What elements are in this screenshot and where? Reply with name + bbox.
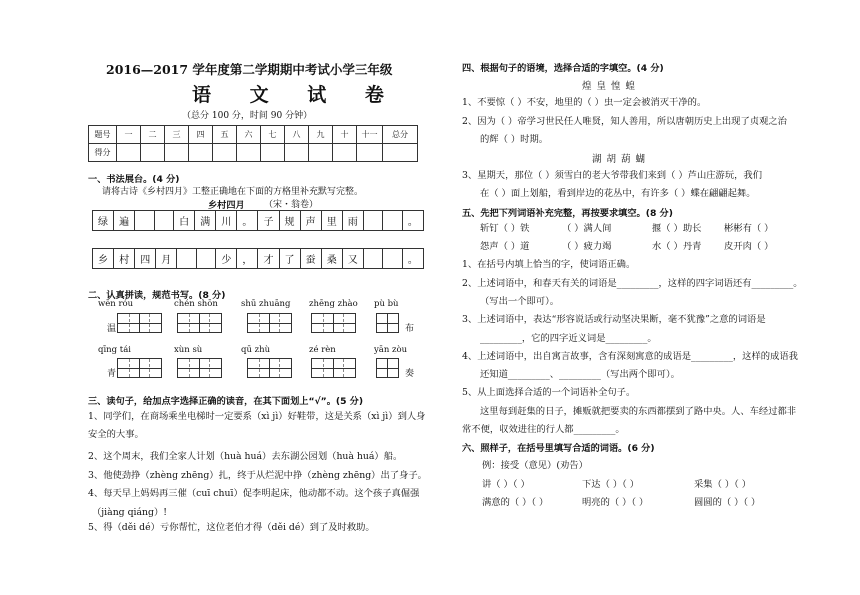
section5-line: （写出一个即可）。 (480, 296, 560, 307)
idiom-word: 水（ ）丹青 (652, 241, 702, 252)
poem-char-cell: 绿 (93, 211, 114, 231)
idiom-word: （ ）满人间 (562, 223, 612, 234)
score-cell (165, 144, 189, 162)
score-header-cell: 一 (117, 126, 141, 144)
section2-heading: 二、认真拼读，规范书写。(8 分) (88, 290, 226, 301)
fill-item: 圆圆的（ ）（ ） (694, 497, 761, 508)
section1-instruction: 请将古诗《乡村四月》工整正确地在下面的方格里补充默写完整。 (102, 187, 364, 197)
poem-title: 乡村四月 (208, 200, 245, 211)
poem-blank-cell (363, 249, 382, 269)
writing-grid (247, 358, 292, 378)
section3-line: 1、同学们，在商场乘坐电梯时一定要系（xì jì）好鞋带，这是关系（xì jì）到人身 (88, 411, 426, 422)
poem-char-cell: ， (237, 249, 258, 269)
section6-heading: 六、照样子，在括号里填写合适的词语。(6 分) (462, 443, 655, 454)
section3-line: 2、这个周末，我们全家人计划（huà huá）去东湖公园划（huà huá）船。 (88, 451, 403, 462)
pinyin-label: pù bù (374, 299, 399, 309)
grid-guide (259, 314, 281, 332)
writing-grid (117, 358, 162, 378)
poem-char-cell: 里 (321, 211, 342, 231)
score-header-cell: 八 (285, 126, 309, 144)
section3-heading: 三、读句子，给加点字选择正确的读音，在其下面划上“√”。(5 分) (88, 396, 364, 407)
poem-blank-cell (154, 211, 173, 231)
poem-grid-row2 (92, 248, 424, 269)
idiom-word: （ ）疲力竭 (562, 241, 612, 252)
poem-char-cell: 遍 (114, 211, 135, 231)
section5-heading: 五、先把下列词语补充完整，再按要求填空。(8 分) (462, 208, 673, 219)
fill-item: 下达（ ）（ ） (582, 479, 640, 490)
score-cell (189, 144, 213, 162)
grid-guide (129, 359, 151, 377)
section1-heading: 一、书法展台。(4 分) (88, 174, 180, 185)
pinyin-label: chén shōn (174, 299, 218, 309)
poem-char-cell: 桑 (321, 249, 342, 269)
score-header-cell: 二 (141, 126, 165, 144)
score-cell (383, 144, 418, 162)
section4-line: 2、因为（ ）帝学习世民任人唯贤，知人善用，所以唐朝历史上出现了贞观之治 (462, 116, 787, 127)
score-header-cell: 总分 (383, 126, 418, 144)
poem-char-cell: 子 (258, 211, 279, 231)
poem-char-cell: 满 (195, 211, 216, 231)
poem-char-cell: 少 (216, 249, 237, 269)
section5-line: 5、从上面选择合适的一个词语补全句子。 (462, 387, 636, 398)
poem-author: （宋・翁卷） (264, 200, 319, 210)
pinyin-label: qīng tái (98, 345, 131, 355)
section3-line: 3、他使劲挣（zhèng zhēng）扎，终于从烂泥中挣（zhèng zhēng）出了身子。 (88, 470, 427, 481)
idiom-word: 彬彬有（ ） (724, 223, 774, 234)
poem-blank-cell (383, 211, 402, 231)
score-header-cell: 十一 (357, 126, 383, 144)
section4-line: 的辉（ ）时期。 (480, 134, 549, 145)
exam-subtitle: （总分 100 分，时间 90 分钟） (182, 111, 313, 121)
score-cell (237, 144, 261, 162)
writing-grid (177, 358, 222, 378)
section5-line: 3、上述词语中，表达“形容说话或行动坚决果断，毫不犹豫”之意的词语是 (462, 314, 766, 325)
grid-guide (189, 314, 211, 332)
writing-grid (311, 358, 356, 378)
section5-line: 还知道_________、_________（写出两个即可）。 (480, 369, 680, 380)
writing-grid (177, 313, 222, 333)
char-left-2: 青 (107, 369, 117, 379)
fill-item: 采集（ ）（ ） (694, 479, 752, 490)
writing-grid (311, 313, 356, 333)
poem-char-cell: 声 (300, 211, 321, 231)
poem-blank-cell (363, 211, 382, 231)
section4-line: 3、星期天，那位（ ）须雪白的老大爷带我们来到（ ）芦山庄游玩，我们 (462, 170, 763, 181)
score-cell (309, 144, 333, 162)
poem-char-cell: 规 (279, 211, 300, 231)
section5-line: 2、上述词语中，和春天有关的词语是_________，这样的四字词语还有_________。 (462, 278, 803, 289)
grid-guide (129, 314, 151, 332)
poem-grid-row1 (92, 210, 424, 231)
section4-line: 1、不要惊（ ）不安，地里的（ ）虫一定会被消灭干净的。 (462, 97, 707, 108)
poem-char-cell: 才 (258, 249, 279, 269)
section4-heading: 四、根据句子的语境，选择合适的字填空。(4 分) (462, 63, 664, 74)
char-right-1: 布 (405, 324, 415, 334)
exam-title-line1: 2016—2017 学年度第二学期期中考试小学三年级 (106, 62, 393, 77)
poem-char-cell: 。 (237, 211, 258, 231)
pinyin-label: zhēng zhào (309, 299, 358, 309)
section3-line: 5、得（děi dé）亏你帮忙，这位老伯才得（děi dé）到了及时救助。 (88, 522, 375, 533)
poem-char-cell: 了 (279, 249, 300, 269)
fill-item: 讲（ ）（ ） (482, 479, 530, 490)
score-cell (141, 144, 165, 162)
poem-char-cell: 。 (402, 211, 423, 231)
grid-guide (189, 359, 211, 377)
score-row-label: 得分 (89, 144, 117, 162)
section3-line: 安全的大事。 (88, 429, 144, 440)
poem-char-cell: 川 (216, 211, 237, 231)
section5-line: _________，它的四字近义词是_________。 (480, 333, 657, 344)
fill-item: 明亮的（ ）（ ） (582, 497, 649, 508)
pinyin-label: yān zòu (374, 345, 408, 355)
section5-line: 4、上述词语中，出自寓言故事，含有深刻寓意的成语是_________，这样的成语我 (462, 351, 798, 362)
poem-char-cell: 蚕 (300, 249, 321, 269)
section5-line: 常不便，収效进往的行人都_________。 (462, 424, 625, 435)
char-left-1: 温 (107, 324, 117, 334)
poem-blank-cell (135, 211, 154, 231)
poem-blank-cell (177, 249, 196, 269)
poem-char-cell: 四 (135, 249, 156, 269)
poem-char-cell: 村 (114, 249, 135, 269)
pinyin-label: qū zhù (241, 345, 271, 355)
score-cell (333, 144, 357, 162)
exam-title-line2: 语 文 试 卷 (192, 84, 400, 106)
idiom-word: 揠（ ）助长 (652, 223, 702, 234)
score-header-cell: 十 (333, 126, 357, 144)
writing-grid (376, 358, 399, 378)
section3-line: （jiàng qiáng）! (92, 507, 168, 518)
section3-line: 4、每天早上妈妈再三催（cuī chuī）促李明起床，他动都不动。这个孩子真倔强 (88, 488, 420, 499)
pinyin-label: wēn róu (98, 299, 134, 309)
score-cell (357, 144, 383, 162)
score-cell (285, 144, 309, 162)
poem-char-cell: 。 (402, 249, 423, 269)
poem-char-cell: 白 (174, 211, 195, 231)
score-cell (213, 144, 237, 162)
score-header-cell: 题号 (89, 126, 117, 144)
score-header-cell: 五 (213, 126, 237, 144)
score-header-cell: 七 (261, 126, 285, 144)
pinyin-label: zé rèn (309, 345, 336, 355)
char-right-2: 奏 (405, 369, 415, 379)
poem-char-cell: 又 (342, 249, 363, 269)
idiom-word: 怨声（ ）道 (480, 241, 530, 252)
poem-char-cell: 雨 (342, 211, 363, 231)
section5-line: 1、在括号内填上恰当的字，使词语正确。 (462, 259, 636, 270)
section6-example: 例：接受（意见）(劝告） (482, 460, 588, 471)
score-cell (117, 144, 141, 162)
pinyin-label: shū zhuāng (241, 299, 291, 309)
score-cell (261, 144, 285, 162)
score-header-cell: 九 (309, 126, 333, 144)
section4-choice2: 湖 胡 葫 蝴 (592, 154, 647, 165)
score-header-cell: 四 (189, 126, 213, 144)
poem-char-cell: 乡 (93, 249, 114, 269)
section5-line: 这里每到赶集的日子，摊贩就把要卖的东西都摆到了路中央。人、车经过都非 (480, 406, 797, 417)
score-header-cell: 六 (237, 126, 261, 144)
grid-guide (259, 359, 281, 377)
writing-grid (376, 313, 399, 333)
poem-blank-cell (196, 249, 215, 269)
section4-line: 在（ ）面上划船，看到岸边的花丛中，有许多（ ）蝶在翩翩起舞。 (480, 188, 756, 199)
section4-choice1: 煌 皇 惶 蝗 (582, 81, 637, 92)
idiom-word: 斩钉（ ）铁 (480, 223, 530, 234)
writing-grid (247, 313, 292, 333)
writing-grid (117, 313, 162, 333)
grid-guide (323, 314, 345, 332)
poem-char-cell: 月 (156, 249, 177, 269)
grid-guide (323, 359, 345, 377)
idiom-word: 皮开肉（ ） (724, 241, 774, 252)
poem-blank-cell (383, 249, 402, 269)
pinyin-label: xùn sù (174, 345, 203, 355)
score-header-cell: 三 (165, 126, 189, 144)
fill-item: 满意的（ ）（ ） (482, 497, 549, 508)
score-table (88, 125, 418, 162)
